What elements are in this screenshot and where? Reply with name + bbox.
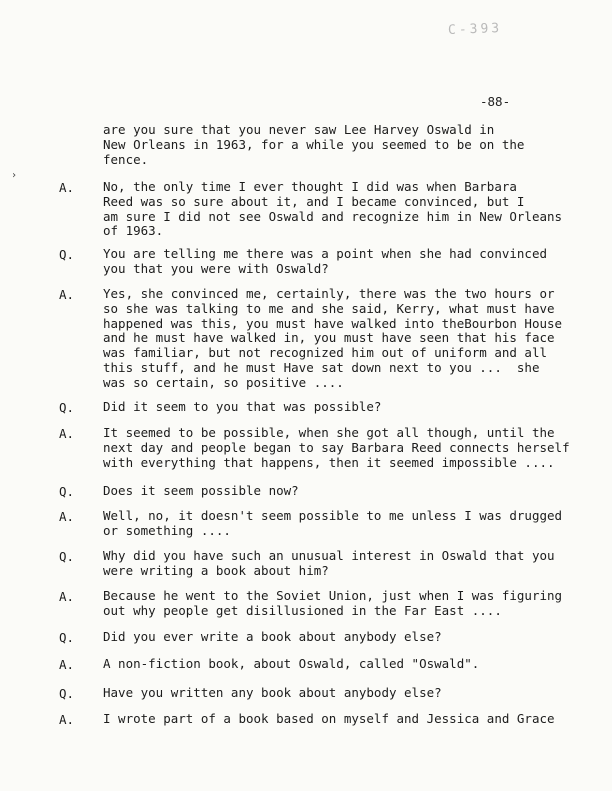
entry-text: Did it seem to you that was possible? bbox=[103, 399, 382, 414]
margin-mark: › bbox=[11, 170, 18, 181]
speaker-label: A. bbox=[59, 657, 75, 672]
speaker-label: A. bbox=[59, 712, 75, 727]
entry-text: Well, no, it doesn't seem possible to me unless I was drugged or something .... bbox=[103, 508, 563, 538]
entry-text: are you sure that you never saw Lee Harvey Oswald in New Orleans in 1963, for a while you seemed to be on the fence. bbox=[103, 122, 525, 167]
speaker-label: Q. bbox=[59, 400, 75, 415]
speaker-label: Q. bbox=[59, 549, 75, 564]
page-number: -88- bbox=[480, 94, 511, 109]
speaker-label: Q. bbox=[59, 247, 75, 262]
entry-text: Does it seem possible now? bbox=[103, 483, 299, 498]
speaker-label: A. bbox=[59, 509, 75, 524]
speaker-label: A. bbox=[59, 287, 75, 302]
speaker-label: A. bbox=[59, 180, 75, 195]
speaker-label: A. bbox=[59, 426, 75, 441]
entry-text: No, the only time I ever thought I did was when Barbara Reed was so sure about it, and I became convinced, but I am sure I did not see Oswald and recognize him in New Orleans of 1963. bbox=[103, 179, 563, 239]
entry-text: Because he went to the Soviet Union, just when I was figuring out why people get disillusioned in the Far East .... bbox=[103, 588, 563, 618]
archive-stamp: C-393 bbox=[447, 21, 503, 38]
speaker-label: Q. bbox=[59, 484, 75, 499]
entry-text: Why did you have such an unusual interest in Oswald that you were writing a book about him? bbox=[103, 548, 555, 578]
entry-text: You are telling me there was a point when she had convinced you that you were with Oswald? bbox=[103, 246, 548, 276]
entry-text: I wrote part of a book based on myself and Jessica and Grace bbox=[103, 711, 555, 726]
entry-text: It seemed to be possible, when she got all though, until the next day and people began to say Barbara Reed connects herself with everything that happens, then it seemed impossible .... bbox=[103, 425, 570, 470]
entry-text: Yes, she convinced me, certainly, there was the two hours or so she was talking to me and she said, Kerry, what must have happened was this, you must have walked into theBourbon House and he must have walked in, you must have seen that his face was familiar, but not recognized him out of uniform and all this stuff, and he must Have sat down next to you ... she was so certain, so positive .... bbox=[103, 286, 563, 390]
speaker-label: Q. bbox=[59, 630, 75, 645]
speaker-label: Q. bbox=[59, 686, 75, 701]
entry-text: A non-fiction book, about Oswald, called "Oswald". bbox=[103, 656, 480, 671]
entry-text: Did you ever write a book about anybody else? bbox=[103, 629, 442, 644]
speaker-label: A. bbox=[59, 589, 75, 604]
entry-text: Have you written any book about anybody else? bbox=[103, 685, 442, 700]
